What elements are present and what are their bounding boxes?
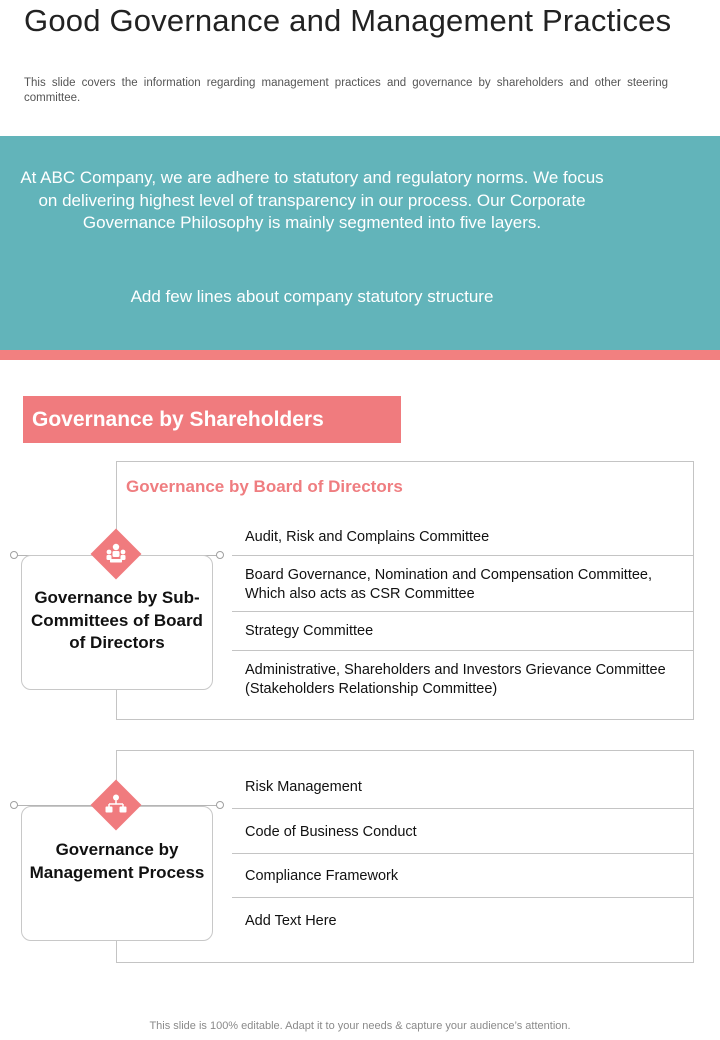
banner-text: At ABC Company, we are adhere to statutory and regulatory norms. We focus on delivering highest level of transparency in our process. Our Corporate Governance Philosophy is mainly segmented into five layers. (20, 168, 604, 232)
board-item-4: Administrative, Shareholders and Investors Grievance Committee (Stakeholders Relationship Committee) (245, 662, 666, 697)
management-divider-3 (232, 897, 693, 898)
people-group-icon (98, 536, 134, 572)
board-item-3: Strategy Committee (245, 623, 374, 639)
management-item-1: Risk Management (245, 779, 362, 795)
management-divider-1 (232, 808, 693, 809)
board-item-1: Audit, Risk and Complains Committee (245, 529, 490, 545)
board-connector-dot-left (10, 551, 18, 559)
page-title: Good Governance and Management Practices (24, 3, 672, 38)
section-header-label: Governance by Shareholders (32, 408, 324, 431)
management-card-label: Governance by Management Process (29, 840, 205, 882)
board-divider-1 (232, 555, 693, 556)
org-chart-icon (98, 787, 134, 823)
management-divider-2 (232, 853, 693, 854)
management-connector-dot-left (10, 801, 18, 809)
banner-stripe (0, 350, 720, 360)
board-divider-3 (232, 650, 693, 651)
banner-subtext: Add few lines about company statutory structure (130, 287, 494, 306)
management-item-3: Compliance Framework (245, 868, 399, 884)
board-card-label: Governance by Sub-Committees of Board of Directors (31, 588, 203, 652)
board-connector-dot-right (216, 551, 224, 559)
page-subtitle: This slide covers the information regarding management practices and governance by shareholders and other steering committee. (24, 77, 668, 104)
footer-note: This slide is 100% editable. Adapt it to your needs & capture your audience’s attention. (149, 1020, 571, 1032)
board-heading: Governance by Board of Directors (126, 477, 403, 496)
board-divider-2 (232, 611, 693, 612)
management-item-2: Code of Business Conduct (245, 824, 417, 840)
management-item-4: Add Text Here (245, 913, 337, 929)
board-item-2: Board Governance, Nomination and Compensation Committee, Which also acts as CSR Committee (245, 567, 653, 602)
management-connector-dot-right (216, 801, 224, 809)
